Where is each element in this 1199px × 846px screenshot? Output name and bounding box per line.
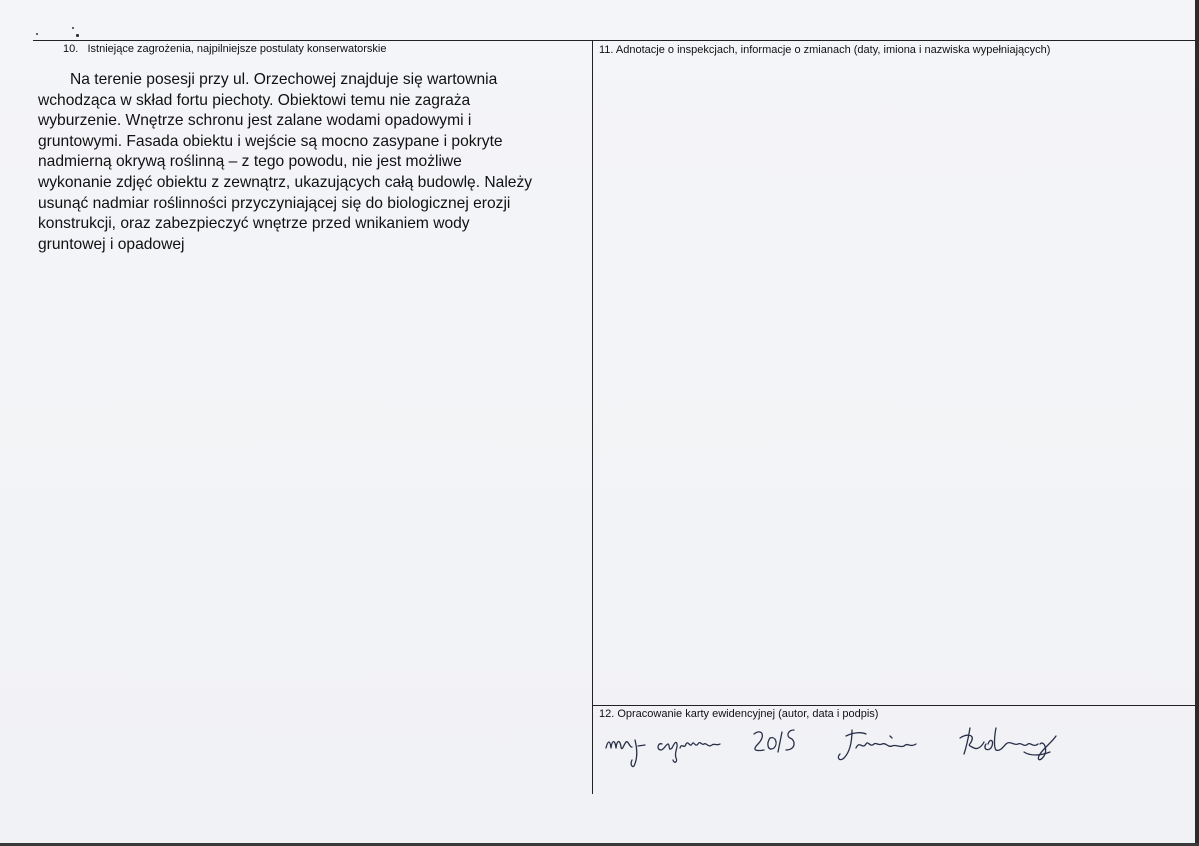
body-line: wyburzenie. Wnętrze schronu jest zalane wodami opadowymi i (38, 112, 472, 130)
handwritten-signature (604, 722, 1064, 770)
section-10-number: 10. (63, 43, 79, 55)
section-12-heading: 12. Opracowanie karty ewidencyjnej (autor, data i podpis) (599, 708, 879, 720)
scan-edge-right (1195, 0, 1199, 846)
body-line: konstrukcji, oraz zabezpieczyć wnętrze przed wnikaniem wody (38, 215, 470, 233)
body-line: Na terenie posesji przy ul. Orzechowej znajduje się wartownia (70, 71, 498, 88)
form-top-rule (33, 40, 1195, 41)
body-line: gruntowymi. Fasada obiektu i wejście są mocno zasypane i pokryte (38, 132, 503, 150)
body-line: wchodząca w skład fortu piechoty. Obiektowi temu nie zagraża (38, 91, 471, 109)
scan-speck (72, 27, 74, 29)
scan-speck (36, 33, 38, 35)
body-line: wykonanie zdjęć obiektu z zewnątrz, ukazujących całą budowlę. Należy (38, 173, 533, 191)
scan-speck (76, 34, 79, 37)
body-line: usunąć nadmiar roślinności przyczyniającej się do biologicznej erozji (38, 194, 511, 212)
signature-scribble (604, 722, 1064, 770)
section-10-heading (63, 43, 386, 56)
section-10-title: Istniejące zagrożenia, najpilniejsze postulaty konserwatorskie (87, 43, 387, 55)
body-line: gruntowej i opadowej (38, 235, 185, 253)
section-12-rule (592, 705, 1195, 706)
column-divider (592, 40, 593, 794)
body-line: nadmierną okrywą roślinną – z tego powodu, nie jest możliwe (38, 153, 462, 171)
section-10-body (38, 70, 588, 255)
section-11-heading: 11. Adnotacje o inspekcjach, informacje o zmianach (daty, imiona i nazwiska wypełniających) (599, 44, 1051, 56)
